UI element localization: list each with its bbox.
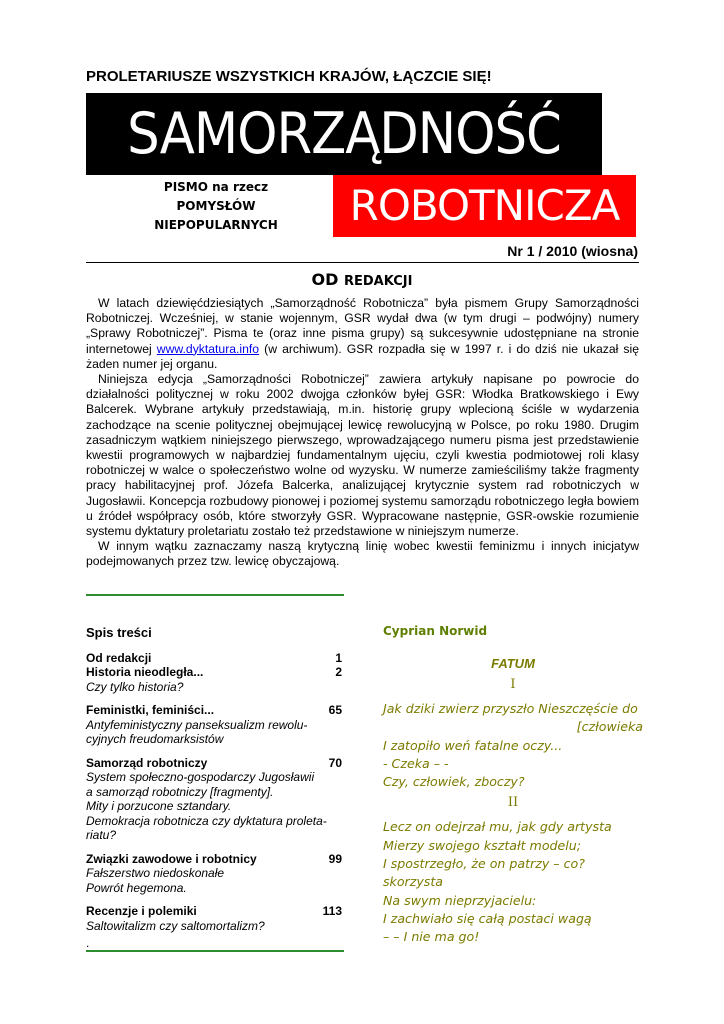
poem-line: I zachwiało się całą postaci wagą [383, 910, 592, 926]
poem-line: Lecz on odejrzał mu, jak gdy artysta [383, 819, 612, 835]
poem-line: [człowieka [576, 719, 643, 735]
toc-item[interactable] [86, 665, 342, 680]
toc-item-title: Recenzje i polemiki [86, 904, 197, 918]
toc-subtitle: riatu? [86, 828, 117, 842]
website-link[interactable]: www.dyktatura.info [156, 341, 260, 356]
poem-line: – – I nie ma go! [383, 929, 480, 945]
paragraph-text: W latach dziewięćdziesiątych „Samorządność Robotnicza” była pismem Grupy Samorządności Robotniczej. Wcześniej, w stanie wojennym, GSR wydał dwa (w tym drugi – podwójny) numery „Sprawy Robotniczej”. Pisma te (oraz inne pisma grupy) są sukcesywnie udostępniane na stronie internetowej [86, 296, 639, 356]
toc-subtitle: System społeczno-gospodarczy Jugosławii [86, 770, 315, 784]
editorial-title [0, 270, 724, 289]
toc-group [86, 651, 342, 695]
toc-subtitle: Antyfeministyczny panseksualizm rewolu- [86, 717, 308, 732]
table-of-contents [86, 626, 342, 942]
editorial-paragraph: Niniejsza edycja „Samorządności Robotniczej” zawiera artykuły napisane po powrocie do działalności politycznej w roku 2002 dwojga członków byłej GSR: Włodka Bratkowskiego i Ewy Balcerek. Wybrane artykuły przedstawiają, m.in. historię grupy wplecioną ściśle w wydarzenia zachodzące na scenie politycznej obejmującej lewicę rewolucyjną w Polsce, po roku 1980. Drugim zasadniczym wątkiem niniejszego pierwszego, wprowadzającego numeru pisma jest przedstawienie kwestii programowych w najbardziej fundamentalnym ujęciu, czyli kwestia podmiotowej roli klasy robotniczej w walce o społeczeństwo wolne od wyzysku. W numerze zamieściliśmy także fragmenty pracy habilitacyjnej prof. Józefa Balcerka, analizującej krytycznie system rad robotniczych w Jugosławii. Koncepcja rozbudowy pionowej i poziomej systemu samorządu robotniczego legła bowiem u źródeł współpracy osób, które stworzyły GSR. Wypracowane następnie, GSR-owskie rozumienie systemu dyktatury proletariatu zostało też przedstawione w niniejszym numerze. [86, 372, 639, 539]
paragraph-text: (w archiwum). GSR rozpadła się w 1997 r. i do dziś nie ukazał się żaden numer jej organu. [86, 341, 639, 371]
subtitle-line: PISMO na rzecz [163, 180, 269, 194]
poem-author: Cyprian Norwid [383, 624, 488, 638]
toc-item[interactable] [86, 756, 342, 771]
toc-group [86, 904, 342, 933]
toc-subtitle: Czy tylko historia? [86, 679, 184, 694]
toc-item-page: 70 [328, 755, 342, 770]
toc-heading: Spis treści [86, 625, 152, 640]
toc-top-divider [86, 594, 344, 596]
toc-group [86, 852, 342, 896]
poem-line: - Czeka – - [383, 755, 449, 771]
toc-group [86, 703, 342, 747]
poem-title: FATUM [491, 656, 535, 671]
toc-item-title: Związki zawodowe i robotnicy [86, 851, 257, 866]
toc-item-page: 1 [335, 650, 342, 665]
trailing-dot: . [86, 936, 90, 950]
toc-item-title: Samorząd robotniczy [86, 755, 208, 770]
toc-item[interactable] [86, 703, 342, 718]
toc-group [86, 756, 342, 843]
toc-subtitle: Powrót hegemona. [86, 880, 187, 895]
toc-subtitle: a samorząd robotniczy [fragmenty]. [86, 784, 274, 799]
header-divider [86, 262, 639, 263]
editorial-paragraph: W innym wątku zaznaczamy naszą krytyczną linię wobec kwestii feminizmu i innych inicjatyw podejmowanych przez tzw. lewicę obyczajową. [86, 539, 639, 569]
toc-subtitle: Mity i porzucone sztandary. [86, 799, 232, 813]
masthead-title: SAMORZĄDNOŚĆ [86, 93, 602, 175]
editorial-body [86, 296, 639, 570]
subtitle-line: POMYSŁÓW [176, 199, 256, 213]
poem-line: Mierzy swojego kształt modelu; [383, 837, 581, 853]
poem-line: I spostrzegło, że on patrzy – co? skorzysta [383, 856, 585, 890]
toc-item[interactable] [86, 852, 342, 867]
toc-item-page: 65 [328, 703, 342, 717]
poem [383, 624, 643, 947]
poem-line: I zatopiło weń fatalne oczy... [383, 737, 563, 753]
toc-item-page: 113 [322, 904, 342, 918]
toc-item-title: Od redakcji [86, 650, 152, 665]
poem-part-number: II [507, 795, 519, 811]
poem-part-number: I [510, 677, 516, 692]
toc-item[interactable] [86, 651, 342, 666]
toc-subtitle: Saltowitalizm czy saltomortalizm? [86, 918, 265, 933]
poem-line: Jak dziki zwierz przyszło Nieszczęście do [383, 701, 638, 716]
editorial-title-big: OD [311, 270, 339, 289]
toc-bottom-divider [86, 950, 344, 952]
toc-item[interactable] [86, 904, 342, 919]
toc-subtitle: cyjnych freudomarksistów [86, 732, 224, 746]
toc-item-page: 2 [335, 665, 342, 679]
motto: PROLETARIUSZE WSZYSTKICH KRAJÓW, ŁĄCZCIE SIĘ! [86, 68, 492, 85]
poem-line: Czy, człowiek, zboczy? [383, 774, 525, 790]
subtitle-line: NIEPOPULARNYCH [154, 218, 278, 232]
masthead-subtitle [126, 178, 306, 235]
toc-item-page: 99 [328, 851, 342, 866]
toc-subtitle: Fałszerstwo niedoskonałe [86, 866, 225, 880]
masthead-title-second: ROBOTNICZA [333, 175, 636, 237]
editorial-title-small: REDAKCJI [344, 274, 413, 289]
issue-number: Nr 1 / 2010 (wiosna) [507, 243, 638, 259]
poem-line: Na swym nieprzyjacielu: [383, 892, 537, 908]
toc-item-title: Historia nieodległa... [86, 665, 204, 679]
toc-subtitle: Demokracja robotnicza czy dyktatura proleta- [86, 813, 327, 828]
editorial-paragraph [86, 296, 639, 372]
toc-item-title: Feministki, feminiści... [86, 703, 215, 717]
